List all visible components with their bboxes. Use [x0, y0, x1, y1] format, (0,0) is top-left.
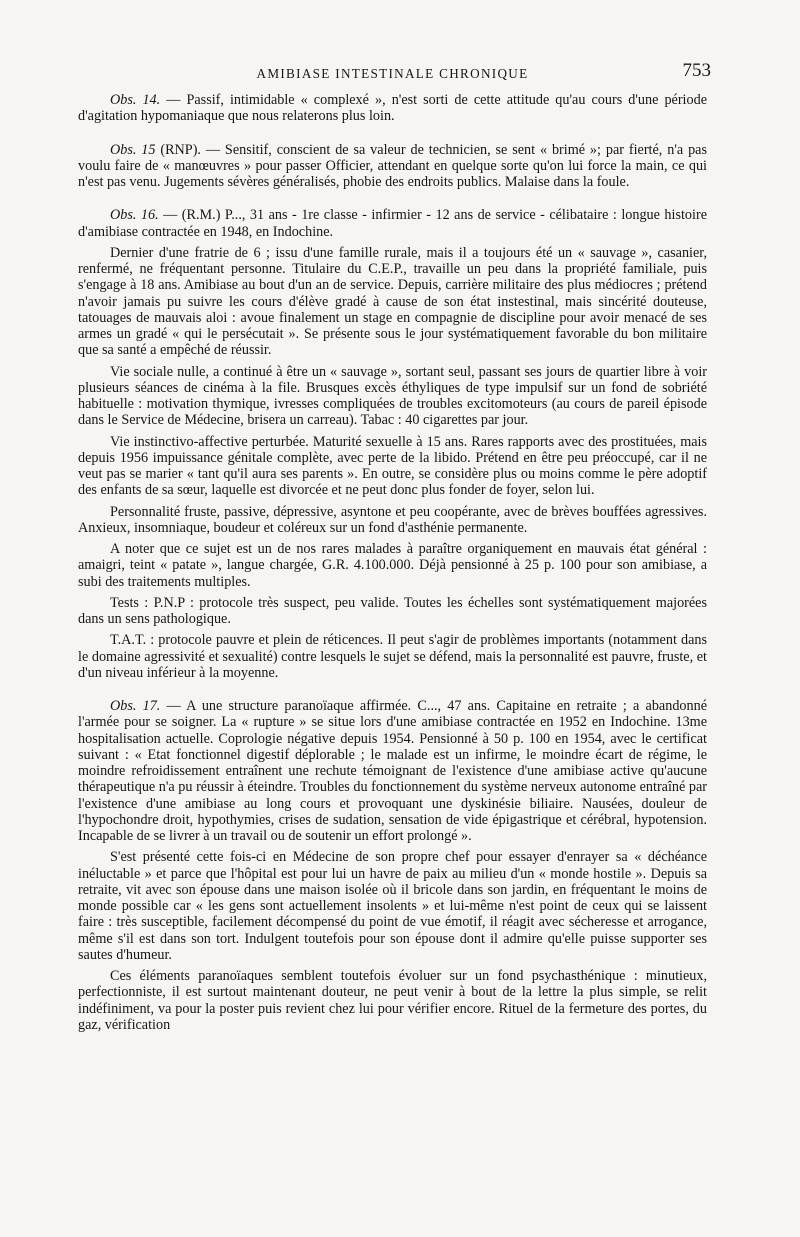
obs-16-paragraph: Dernier d'une fratrie de 6 ; issu d'une famille rurale, mais il a toujours été un « sauvage », casanier, renfermé, ne fréquentant personne. Titulaire du C.E.P., travaille un peu dans la propriété familiale, puis s'engage à 18 ans. Amibiase au bout d'un an de service. Depuis, carrière militaire des plus médiocres ; prétend n'avoir jamais pu suivre les cours d'élève gradé à cause de son état instestinal, mais sincérité douteuse, tatouages de mauvais aloi : avoue finalement un stage en compagnie de discipline pour avoir menacé de ses armes un gradé « qui le persécutait ». Se présente sous le jour systématiquement favorable du bon militaire que sa santé a empêché de réussir. [78, 244, 707, 359]
obs-17-paragraph: Ces éléments paranoïaques semblent toutefois évoluer sur un fond psychasthénique : minutieux, perfectionniste, il est surtout maintenant douteur, ne peut venir à bout de la lettre la plus simple, se relit indéfiniment, va pour la poster puis revient chez lui pour vérifier encore. Rituel de la fermeture des portes, du gaz, vérification [78, 968, 707, 1033]
obs-16-label: Obs. 16. [110, 207, 159, 224]
page-number: 753 [682, 60, 711, 81]
obs-17-paragraph [78, 698, 707, 844]
obs-16-paragraph: T.A.T. : protocole pauvre et plein de réticences. Il peut s'agir de problèmes importants (notamment dans le domaine agressivité et sexualité) contre lesquels le sujet se défend, mais la personnalité est pauvre, fruste, et d'un niveau inférieur à la moyenne. [78, 632, 707, 681]
obs-14-text: — Passif, intimidable « complexé », n'est sorti de cette attitude qu'au cours d'une période d'agitation hypomaniaque que nous relaterons plus loin. [78, 92, 707, 125]
obs-15-paragraph [78, 142, 707, 191]
obs-16-paragraph: A noter que ce sujet est un de nos rares malades à paraître organiquement en mauvais état général : amaigri, teint « patate », langue chargée, G.R. 4.100.000. Déjà pensionné à 25 p. 100 pour son amibiase, a subi des traitements multiples. [78, 541, 707, 590]
obs-15-label: Obs. 15 [110, 141, 156, 158]
obs-14-label: Obs. 14. [110, 92, 161, 108]
running-header [78, 58, 711, 92]
obs-16-paragraph: Vie sociale nulle, a continué à être un « sauvage », sortant seul, passant ses jours de quartier libre à voir plusieurs séances de cinéma à la file. Brusques excès éthyliques de type impulsif sur un fond de sobriété habituelle : motivation thymique, ivresses compliquées de troubles excitomoteurs (au cours de pareil épisode dans le Service de Médecine, brisera un carreau). Tabac : 40 cigarettes par jour. [78, 363, 707, 429]
obs-16-intro: — (R.M.) P..., 31 ans - 1re classe - infirmier - 12 ans de service - célibataire : longue histoire d'amibiase contractée en 1948, en Indochine. [78, 207, 707, 240]
running-title: AMIBIASE INTESTINALE CHRONIQUE [256, 66, 529, 81]
article-body [78, 92, 707, 1033]
obs-16-paragraph: Vie instinctivo-affective perturbée. Maturité sexuelle à 15 ans. Rares rapports avec des prostituées, mais depuis 1956 impuissance génitale complète, avec perte de la libido. Prétend en être peu préoccupé, car il ne veut pas se marier « tant qu'il aura ses parents ». En outre, se considère plus ou moins comme le père adoptif des enfants de sa sœur, laquelle est divorcée et ne peut donc plus fonder de foyer, selon lui. [78, 433, 707, 499]
obs-15-text: (RNP). — Sensitif, conscient de sa valeur de technicien, se sent « brimé »; par fierté, n'a pas voulu faire de « manœuvres » pour passer Officier, attendant en quelque sorte qu'on lui force la main, ce qui n'est pas venu. Jugements sévères généralisés, phobie des endroits publics. Malaise dans la foule. [78, 141, 707, 190]
obs-17-intro: — A une structure paranoïaque affirmée. C..., 47 ans. Capitaine en retraite ; a abandonné l'armée pour se soigner. La « rupture » se situe lors d'une amibiase contractée en 1952 en Indochine. 13me hospitalisation actuelle. Coprologie négative depuis 1954. Pensionné à 50 p. 100 en 1954, avec le certificat suivant : « Etat fonctionnel digestif déplorable ; le malade est un infirme, le moindre écart de régime, le moindre refroidissement entraînent une rechute témoignant de l'existence d'une amibiase active qu'aucune thérapeutique n'a pu réussir à éteindre. Troubles du fonctionnement du système nerveux autonome entraîné par l'existence d'une amibiase au long cours et provoquant une dyskinésie biliaire. Nausées, douleur de l'hypochondre droit, hypothymies, crises de sudation, sensation de vide épigastrique et cérébral, hypotension. Incapable de se livrer à un travail ou de soutenir un effort prolongé ». [78, 698, 707, 844]
obs-16-paragraph [78, 207, 707, 240]
obs-16-paragraph: Personnalité fruste, passive, dépressive, asyntone et peu coopérante, avec de brèves bouffées agressives. Anxieux, insomniaque, boudeur et coléreux sur un fond d'asthénie permanente. [78, 503, 707, 536]
obs-17-paragraph: S'est présenté cette fois-ci en Médecine de son propre chef pour essayer d'enrayer sa « déchéance inéluctable » et parce que l'hôpital est pour lui un havre de paix au milieu d'un « monde hostile ». Depuis sa retraite, vit avec son épouse dans une maison isolée où il bricole dans son jardin, en fréquentant le moins de monde possible car « les gens sont actuellement insolents » et lui-même n'est point de ceux qui se laissent faire : très susceptible, facilement décompensé du point de vue émotif, il réagit avec sécheresse et arrogance, même s'il est dans son tort. Indulgent toutefois pour son épouse dont il admire qu'elle puisse supporter ses sautes d'humeur. [78, 849, 707, 963]
obs-17-label: Obs. 17. [110, 698, 161, 714]
obs-16-paragraph: Tests : P.N.P : protocole très suspect, peu valide. Toutes les échelles sont systématiquement majorées dans un sens pathologique. [78, 594, 707, 627]
obs-14-paragraph [78, 92, 707, 125]
